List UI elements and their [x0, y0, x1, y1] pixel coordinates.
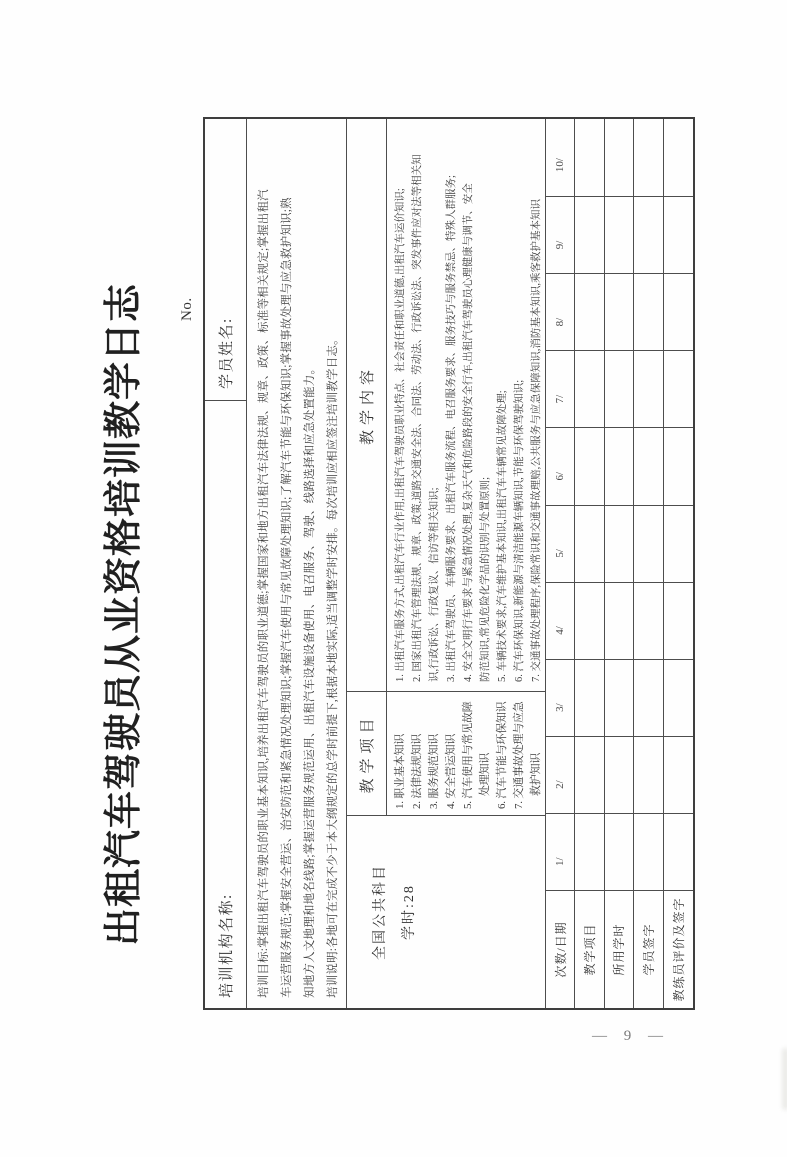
- training-goal-line: 培训说明:各地可在完成不少于本大纲规定的总学时前提下,根据本地实际,适当调整学时安排。每次培训应相应签注培训教学日志。: [327, 333, 339, 998]
- project-line: 1. 职业基本知识: [394, 733, 406, 809]
- session-cell: [546, 736, 575, 813]
- session-cell: [664, 659, 693, 736]
- session-cell: [634, 813, 663, 890]
- session-cell: [546, 350, 575, 427]
- org-name-field: [205, 400, 246, 1008]
- session-cell: [575, 736, 604, 813]
- session-cell: [664, 582, 693, 659]
- session-number: 4/: [554, 626, 567, 635]
- session-cell: [575, 659, 604, 736]
- session-cell: [634, 505, 663, 582]
- session-cell: [664, 119, 693, 196]
- session-number: 2/: [554, 780, 567, 789]
- session-cell: [634, 427, 663, 504]
- session-cell: [546, 273, 575, 350]
- session-cell: [546, 119, 575, 196]
- session-cell: [575, 119, 604, 196]
- document-title: 出租汽车驾驶员从业资格培训教学日志: [103, 283, 145, 947]
- session-number: 8/: [554, 317, 567, 327]
- session-cell: [575, 196, 604, 273]
- curriculum-section: [347, 119, 546, 1008]
- session-cell: [575, 427, 604, 504]
- log-row-label: 学员签字: [634, 890, 663, 1008]
- content-line: 5. 车辆技术要求,汽车维护基本知识,出租汽车车辆常见故障处理;: [497, 390, 508, 682]
- content-column: [347, 119, 545, 691]
- session-number: 5/: [554, 549, 567, 558]
- content-line: 4. 安全文明行车要求与紧急情况处理,复杂天气和危险路段的安全行车,出租汽车驾驶员心理健康与调节、安全: [463, 183, 474, 682]
- session-cell: [664, 427, 693, 504]
- content-line: 2. 国家出租汽车管理法规、规章、政策,道路交通安全法、合同法、劳动法、行政诉讼法、突发事件应对法等相关知: [412, 154, 423, 682]
- session-cell: [605, 427, 634, 504]
- document-number-label: No.: [179, 297, 195, 321]
- session-cell: [605, 350, 634, 427]
- session-cell: [605, 119, 634, 196]
- content-line: 3. 出租汽车驾驶员、车辆服务要求、出租汽车服务流程、电召服务要求、服务技巧与服务禁忌、特殊人群服务;: [446, 175, 457, 682]
- subject-hours: 学时:28: [402, 884, 417, 940]
- session-cell: [546, 427, 575, 504]
- training-goal-line: 知地方人文地理和地名线路;掌握运营服务规范运用、出租汽车设施设备使用、电召服务、驾驶、线路选择和应急处置能力。: [304, 362, 316, 998]
- subject-name: 全国公共科目: [373, 864, 388, 960]
- log-row-label: 次数/日期: [546, 890, 575, 1008]
- content-line: 防范知识,常见危险化学品的识别与处置原则;: [480, 476, 491, 682]
- session-cell: [664, 813, 693, 890]
- log-row-label: 所用学时: [605, 890, 634, 1008]
- session-cell: [575, 350, 604, 427]
- session-number: 3/: [554, 703, 567, 712]
- student-name-field: [205, 119, 246, 400]
- project-line: 3. 服务规范知识: [428, 733, 440, 809]
- session-cell: [546, 505, 575, 582]
- session-cell: [664, 350, 693, 427]
- session-number: 10/: [554, 158, 567, 173]
- session-cell: [575, 273, 604, 350]
- project-column: [347, 691, 545, 815]
- name-fields-row: [205, 119, 247, 1008]
- session-cell: [664, 736, 693, 813]
- session-number: 9/: [554, 240, 567, 250]
- log-row-label: 教练员评价及签字: [664, 890, 693, 1008]
- session-cell: [634, 736, 663, 813]
- session-cell: [634, 273, 663, 350]
- project-header: 教学项目: [347, 692, 387, 815]
- student-name-label: 学员姓名:: [219, 317, 235, 389]
- session-cell: [575, 505, 604, 582]
- project-line: 2. 法律法规知识: [411, 733, 423, 809]
- session-cell: [605, 813, 634, 890]
- training-goal-line: 车运营服务规范;掌握安全营运、治安防范和紧急情况处理知识;掌握汽车使用与常见故障处理知识;了解汽车节能与环保知识;掌握事故处理与应急救护知识;熟: [281, 197, 293, 998]
- training-log-table: [203, 117, 695, 1010]
- project-line: 5. 汽车使用与常见故障: [462, 701, 474, 809]
- session-cell: [605, 736, 634, 813]
- training-goal-line: 培训目标:掌握出租汽车驾驶员的职业基本知识,培养出租汽车驾驶员的职业道德;掌握国家和地方出租汽车法律法规、规章、政策、标准等相关规定;掌握出租汽: [258, 189, 270, 998]
- session-cell: [605, 196, 634, 273]
- session-cell: [605, 505, 634, 582]
- session-log-grid: [546, 119, 693, 1008]
- session-cell: [575, 582, 604, 659]
- content-line: 6. 汽车环保知识,新能源与清洁能源车辆知识,节能与环保驾驶知识;: [514, 379, 525, 682]
- session-cell: [605, 582, 634, 659]
- session-cell: [664, 273, 693, 350]
- scan-smudge: [782, 1048, 787, 1110]
- content-line: 识,行政诉讼、行政复议、信访等相关知识;: [429, 487, 440, 682]
- project-list: [387, 692, 545, 815]
- content-header: 教学内容: [347, 119, 387, 691]
- session-cell: [634, 196, 663, 273]
- training-goal-paragraph: [247, 119, 347, 1008]
- log-row-label: 教学项目: [575, 890, 604, 1008]
- session-cell: [634, 659, 663, 736]
- session-cell: [575, 813, 604, 890]
- session-cell: [634, 582, 663, 659]
- session-cell: [605, 273, 634, 350]
- session-cell: [605, 659, 634, 736]
- project-line: 救护知识: [530, 752, 542, 796]
- content-line: 1. 出租汽车服务方式,出租汽车行业作用,出租汽车驾驶员职业特点、社会责任和职业道德,出租汽车运价知识;: [395, 188, 406, 682]
- session-cell: [546, 659, 575, 736]
- subject-cell: [347, 815, 545, 1008]
- page-number: — 9 —: [592, 1028, 665, 1044]
- session-number: 7/: [554, 394, 567, 404]
- session-number: 1/: [554, 857, 567, 866]
- session-cell: [634, 350, 663, 427]
- session-cell: [546, 813, 575, 890]
- content-line: 7. 交通事故处理程序,保险常识和交通事故理赔,公共服务与应急保障知识,消防基本知识,乘客救护基本知识: [531, 199, 542, 682]
- session-cell: [546, 582, 575, 659]
- session-cell: [634, 119, 663, 196]
- project-line: 4. 安全营运知识: [445, 733, 457, 809]
- session-number: 6/: [554, 471, 567, 481]
- session-cell: [664, 196, 693, 273]
- project-line: 7. 交通事故处理与应急: [513, 701, 525, 809]
- content-list: [387, 119, 545, 691]
- project-line: 6. 汽车节能与环保知识: [496, 701, 508, 809]
- org-name-label: 培训机构名称:: [219, 893, 235, 998]
- session-cell: [546, 196, 575, 273]
- session-cell: [664, 505, 693, 582]
- project-line: 处理知识: [479, 752, 491, 796]
